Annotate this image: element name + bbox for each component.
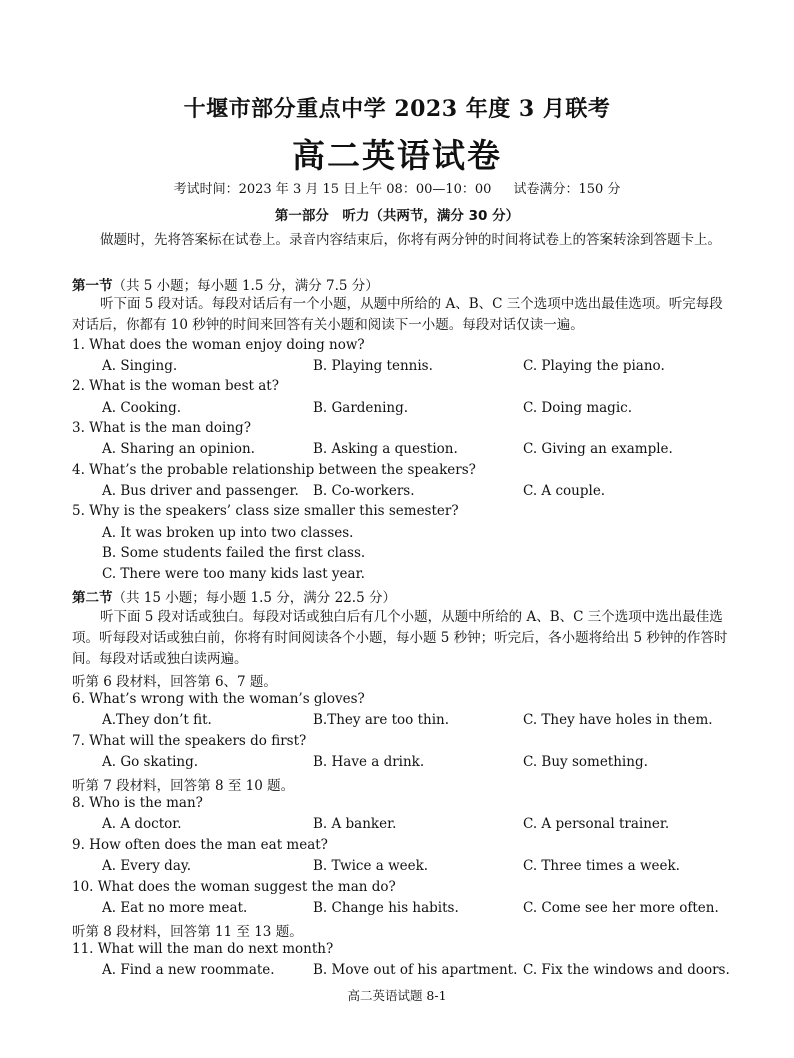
paper-title: 高二英语试卷	[292, 136, 502, 175]
section1-note: （共 5 小题；每小题 1.5 分，满分 7.5 分）	[112, 278, 379, 294]
section1-label: 第一节	[72, 278, 113, 294]
q10-option-a: A. Eat no more meat.	[102, 900, 248, 916]
q4-option-c: C. A couple.	[523, 483, 606, 499]
q1-option-a: A. Singing.	[102, 358, 178, 374]
section2-block	[72, 607, 732, 670]
question-8: 8. Who is the man?	[72, 795, 203, 811]
q9-option-c: C. Three times a week.	[523, 858, 680, 874]
question-1: 1. What does the woman enjoy doing now?	[72, 337, 365, 353]
question-11: 11. What will the man do next month?	[72, 941, 334, 957]
full-score: 试卷满分：150 分	[513, 182, 621, 197]
question-4: 4. What’s the probable relationship between the speakers?	[72, 462, 476, 478]
q10-option-b: B. Change his habits.	[313, 900, 459, 916]
q11-option-a: A. Find a new roommate.	[102, 962, 275, 978]
q5-option-a: A. It was broken up into two classes.	[102, 525, 354, 541]
material-8-heading: 听第 8 段材料，回答第 11 至 13 题。	[72, 924, 303, 940]
q6-option-b: B.They are too thin.	[313, 712, 449, 728]
q11-option-c: C. Fix the windows and doors.	[523, 962, 730, 978]
q2-option-a: A. Cooking.	[102, 400, 182, 416]
exam-info	[0, 178, 794, 197]
q6-option-c: C. They have holes in them.	[523, 712, 713, 728]
question-6: 6. What’s wrong with the woman’s gloves?	[72, 691, 365, 707]
page-footer: 高二英语试题 8-1	[347, 988, 447, 1003]
q3-option-a: A. Sharing an opinion.	[102, 441, 255, 457]
material-6-heading: 听第 6 段材料，回答第 6、7 题。	[72, 674, 277, 690]
q1-option-b: B. Playing tennis.	[313, 358, 433, 374]
section1-heading	[72, 274, 379, 294]
section1-instructions: 听下面 5 段对话。每段对话后有一个小题，从题中所给的 A、B、C 三个选项中选出最佳选项。听完每段对话后，你都有 10 秒钟的时间来回答有关小题和阅读下一小题。每段对话仅读一遍。	[72, 296, 723, 333]
exam-title: 十堰市部分重点中学 2023 年度 3 月联考	[183, 96, 611, 122]
q7-option-a: A. Go skating.	[102, 754, 199, 770]
question-10: 10. What does the woman suggest the man do?	[72, 879, 396, 895]
part-heading: 第一部分 听力（共两节，满分 30 分）	[274, 208, 520, 224]
section2-label: 第二节	[72, 590, 113, 606]
material-7-heading: 听第 7 段材料，回答第 8 至 10 题。	[72, 778, 295, 794]
q7-option-b: B. Have a drink.	[313, 754, 425, 770]
section2-heading	[72, 586, 396, 606]
q9-option-b: B. Twice a week.	[313, 858, 429, 874]
q5-option-b: B. Some students failed the first class.	[102, 545, 366, 561]
q8-option-c: C. A personal trainer.	[523, 816, 670, 832]
q4-option-b: B. Co-workers.	[313, 483, 415, 499]
q8-option-a: A. A doctor.	[102, 816, 182, 832]
q8-option-b: B. A banker.	[313, 816, 397, 832]
q7-option-c: C. Buy something.	[523, 754, 648, 770]
q3-option-c: C. Giving an example.	[523, 441, 673, 457]
q4-option-a: A. Bus driver and passenger.	[102, 483, 299, 499]
q2-option-b: B. Gardening.	[313, 400, 409, 416]
question-3: 3. What is the man doing?	[72, 420, 251, 436]
intro-block	[72, 230, 732, 251]
q2-option-c: C. Doing magic.	[523, 400, 632, 416]
question-5: 5. Why is the speakers’ class size smaller this semester?	[72, 503, 459, 519]
intro-text: 做题时，先将答案标在试卷上。录音内容结束后，你将有两分钟的时间将试卷上的答案转涂到答题卡上。	[100, 232, 721, 248]
question-9: 9. How often does the man eat meat?	[72, 837, 328, 853]
q6-option-a: A.They don’t fit.	[102, 712, 212, 728]
exam-time: 考试时间：2023 年 3 月 15 日上午 08：00—10：00	[173, 182, 492, 197]
q11-option-b: B. Move out of his apartment.	[313, 962, 518, 978]
section1-block	[72, 294, 732, 336]
q10-option-c: C. Come see her more often.	[523, 900, 719, 916]
q3-option-b: B. Asking a question.	[313, 441, 458, 457]
question-2: 2. What is the woman best at?	[72, 378, 279, 394]
section2-note: （共 15 小题；每小题 1.5 分，满分 22.5 分）	[112, 590, 396, 606]
q9-option-a: A. Every day.	[102, 858, 191, 874]
q1-option-c: C. Playing the piano.	[523, 358, 665, 374]
q5-option-c: C. There were too many kids last year.	[102, 566, 365, 582]
section2-instructions: 听下面 5 段对话或独白。每段对话或独白后有几个小题，从题中所给的 A、B、C 三个选项中选出最佳选项。听每段对话或独白前，你将有时间阅读各个小题，每小题 5 秒钟；听完后，各小题将给出 5 秒钟的作答时间。每段对话或独白读两遍。	[72, 609, 728, 667]
question-7: 7. What will the speakers do first?	[72, 733, 307, 749]
